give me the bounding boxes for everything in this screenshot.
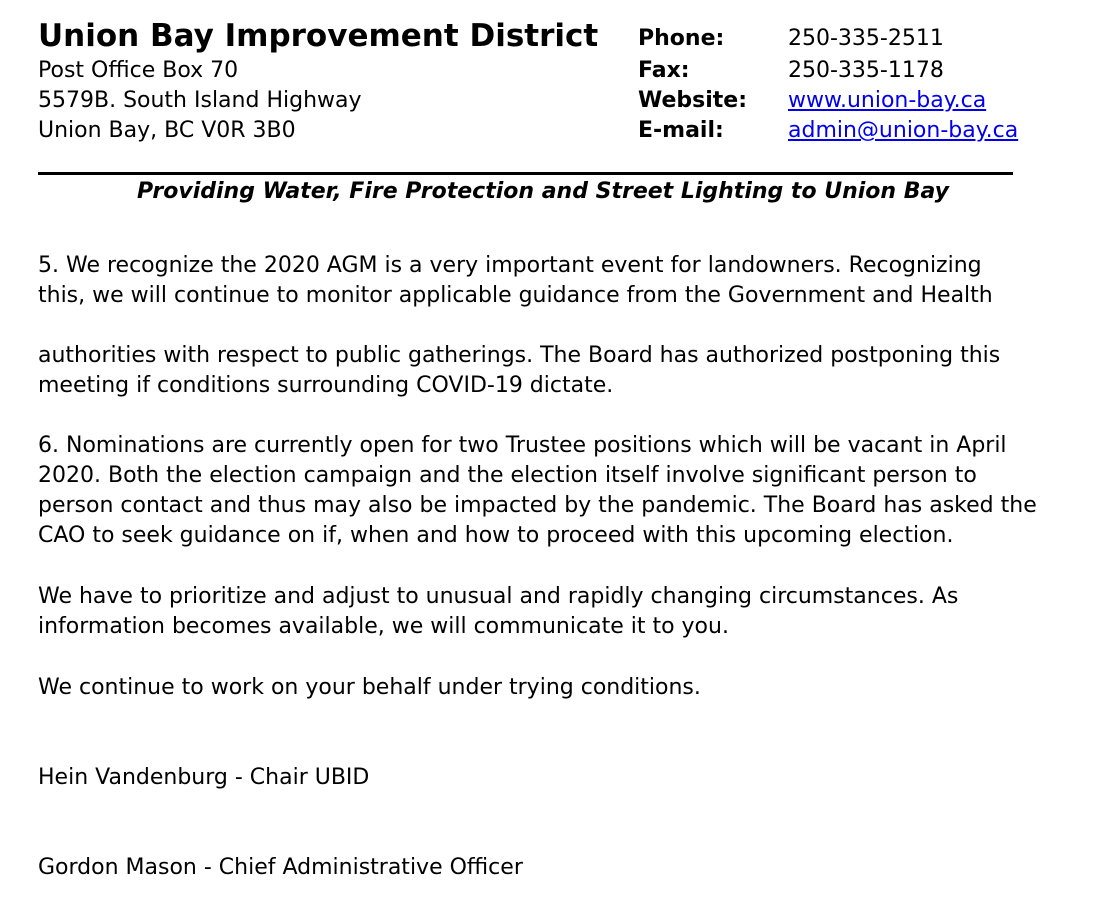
tagline: Providing Water, Fire Protection and Street Lighting to Union Bay: [136, 179, 950, 204]
organization-name: Union Bay Improvement District: [38, 18, 599, 54]
item6-line: person contact and thus may also be impacted by the pandemic. The Board has asked the: [38, 493, 1037, 518]
final-statement: We continue to work on your behalf under trying conditions.: [38, 675, 701, 700]
address-line-po-box: Post Office Box 70: [38, 58, 239, 83]
email-label: E-mail:: [638, 118, 724, 143]
item5-line: authorities with respect to public gatherings. The Board has authorized postponing this: [38, 343, 1001, 368]
address-line-street: 5579B. South Island Highway: [38, 88, 362, 113]
item6-line: CAO to seek guidance on if, when and how to proceed with this upcoming election.: [38, 523, 954, 548]
closing-line: information becomes available, we will communicate it to you.: [38, 614, 729, 639]
website-link[interactable]: www.union-bay.ca: [788, 88, 987, 113]
phone-label: Phone:: [638, 26, 725, 51]
address-line-city: Union Bay, BC V0R 3B0: [38, 118, 296, 143]
closing-line: We have to prioritize and adjust to unusual and rapidly changing circumstances. As: [38, 584, 959, 609]
item5-line: meeting if conditions surrounding COVID-19 dictate.: [38, 373, 614, 398]
website-label: Website:: [638, 88, 748, 113]
header-divider: [38, 172, 1013, 175]
item6-line: 6. Nominations are currently open for two Trustee positions which will be vacant in April: [38, 433, 1007, 458]
fax-value: 250-335-1178: [788, 58, 944, 83]
email-link[interactable]: admin@union-bay.ca: [788, 118, 1019, 143]
item5-line: this, we will continue to monitor applicable guidance from the Government and Health: [38, 283, 993, 308]
item5-line: 5. We recognize the 2020 AGM is a very important event for landowners. Recognizing: [38, 253, 982, 278]
signature-cao: Gordon Mason - Chief Administrative Officer: [38, 855, 523, 880]
signature-chair: Hein Vandenburg - Chair UBID: [38, 765, 370, 790]
phone-value: 250-335-2511: [788, 26, 944, 51]
item6-line: 2020. Both the election campaign and the election itself involve significant person to: [38, 463, 977, 488]
fax-label: Fax:: [638, 58, 690, 83]
